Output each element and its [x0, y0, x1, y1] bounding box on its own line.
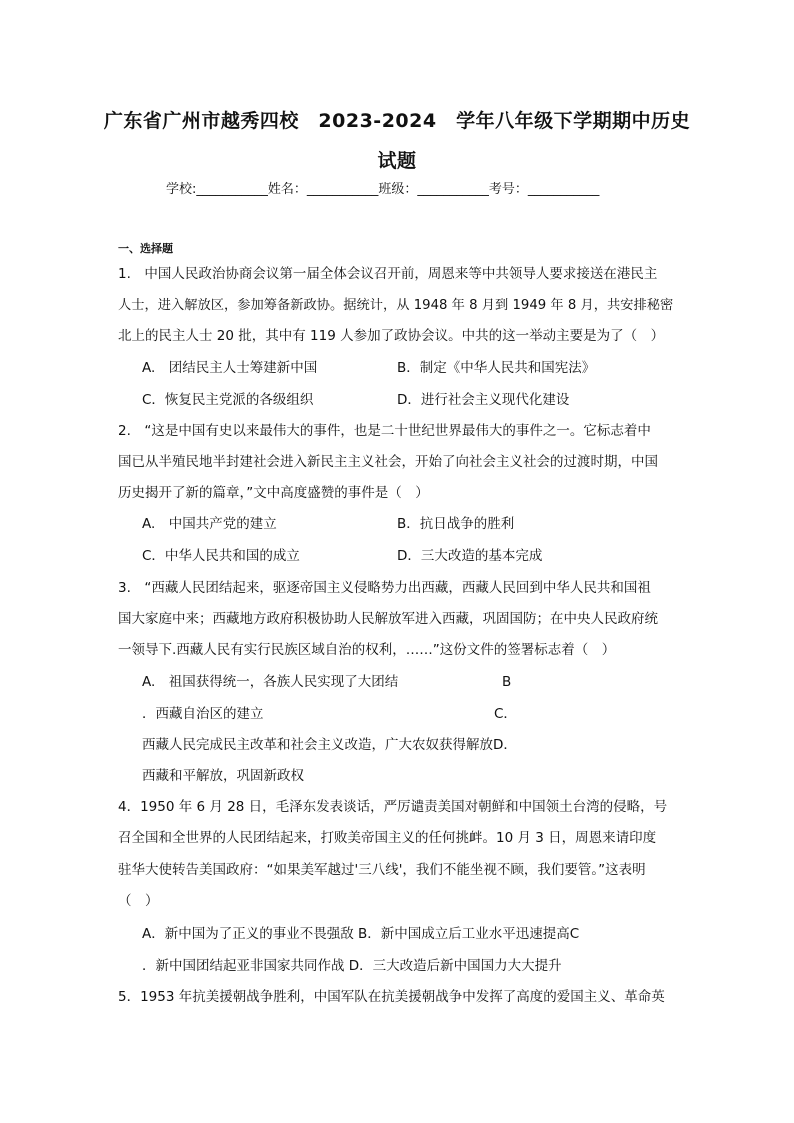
question-3-line-1: 3. “西藏人民团结起来，驱逐帝国主义侵略势力出西藏，西藏人民回到中华人民共和国祖: [118, 580, 651, 596]
question-3-option-b-text: ．西藏自治区的建立: [142, 706, 264, 722]
question-4-line-4: （ ）: [118, 893, 159, 909]
question-1-line-2: 人士，进入解放区，参加筹备新政协。据统计，从 1948 年 8 月到 1949 年 8 月，共安排秘密: [118, 298, 674, 313]
question-4-options-row-2: ．新中国团结起亚非国家共同作战 D．三大改造后新中国国力大大提升: [142, 958, 562, 974]
section-heading: 一、选择题: [118, 242, 173, 255]
question-2-option-b: B．抗日战争的胜利: [397, 516, 515, 532]
question-1-line-1: 1. 中国人民政治协商会议第一届全体会议召开前，周恩来等中共领导人要求接送在港民主: [118, 266, 658, 282]
question-1-option-d: D．进行社会主义现代化建设: [397, 392, 570, 408]
question-5-line-1: 5．1953 年抗美援朝战争胜利，中国军队在抗美援朝战争中发挥了高度的爱国主义、革命英: [118, 989, 665, 1005]
question-2-line-3: 历史揭开了新的篇章，”文中高度盛赞的事件是（ ）: [118, 485, 429, 501]
question-3-line-2: 国大家庭中来；西藏地方政府积极协助人民解放军进入西藏，巩固国防；在中央人民政府统: [118, 611, 658, 627]
question-1-option-c: C．恢复民主党派的各级组织: [142, 392, 314, 408]
question-3-line-3: 一领导下.西藏人民有实行民族区域自治的权利，……”这份文件的签署标志着（ ）: [118, 642, 616, 658]
question-2-line-1: 2. “这是中国有史以来最伟大的事件，也是二十世纪世界最伟大的事件之一。它标志着中: [118, 423, 651, 439]
question-3-option-b-letter: B: [502, 674, 512, 690]
question-3-option-d-text: 西藏和平解放，巩固新政权: [142, 768, 304, 784]
question-4-line-3: 驻华大使转告美国政府：“如果美军越过'三八线'，我们不能坐视不顾，我们要管。”这表明: [118, 862, 646, 878]
question-3-option-a: A. 祖国获得统一，各族人民实现了大团结: [142, 674, 399, 690]
question-2-option-d: D．三大改造的基本完成: [397, 548, 543, 564]
question-3-option-c-text: 西藏人民完成民主改革和社会主义改造，广大农奴获得解放D．: [142, 737, 517, 753]
document-title-line-1: 广东省广州市越秀四校 2023-2024 学年八年级下学期期中历史: [103, 110, 691, 132]
document-title-line-2: 试题: [377, 150, 417, 172]
question-2-option-a: A. 中国共产党的建立: [142, 516, 277, 532]
question-2-line-2: 国已从半殖民地半封建社会进入新民主主义社会，开始了向社会主义社会的过渡时期，中国: [118, 454, 658, 470]
question-2-option-c: C．中华人民共和国的成立: [142, 548, 300, 564]
question-4-line-1: 4．1950 年 6 月 28 日，毛泽东发表谈话，严厉谴责美国对朝鲜和中国领土台湾的侵略，号: [118, 799, 668, 815]
student-info-fields: 学校:___________姓名：___________班级：___________考号：___________: [166, 182, 600, 197]
question-4-options-row-1: A．新中国为了正义的事业不畏强敌 B．新中国成立后工业水平迅速提高C: [142, 926, 580, 942]
question-4-line-2: 召全国和全世界的人民团结起来，打败美帝国主义的任何挑衅。10 月 3 日，周恩来请印度: [118, 830, 657, 846]
question-3-option-c-letter: C．: [494, 706, 517, 722]
question-1-option-b: B．制定《中华人民共和国宪法》: [397, 360, 596, 376]
question-1-option-a: A. 团结民主人士筹建新中国: [142, 360, 318, 376]
question-1-line-3: 北上的民主人士 20 批，其中有 119 人参加了政协会议。中共的这一举动主要是为了（ ）: [118, 328, 665, 344]
